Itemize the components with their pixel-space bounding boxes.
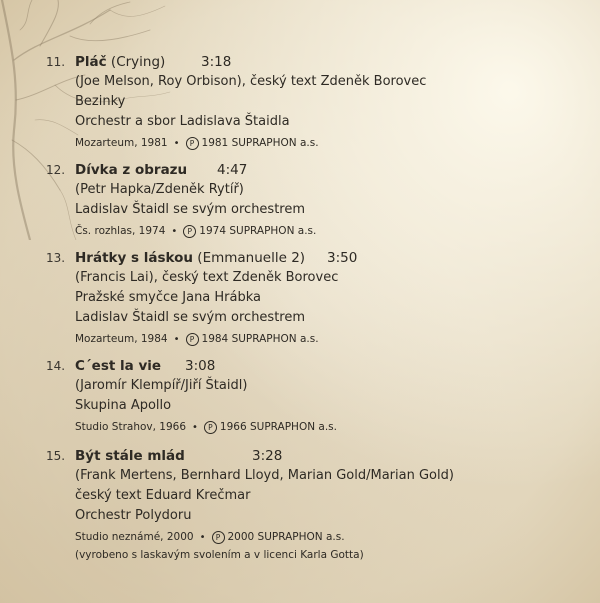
- track-recording-info: [75, 530, 345, 545]
- track-title-extra: (Crying): [106, 54, 166, 70]
- track-credit: Orchestr a sbor Ladislava Štaidla: [75, 114, 290, 129]
- track-recording-info: [75, 420, 337, 435]
- copyright-text: 1981 SUPRAPHON a.s.: [201, 137, 319, 149]
- track-duration: 3:08: [185, 358, 216, 374]
- track-duration: 3:50: [327, 250, 358, 266]
- track-recording-info: [75, 332, 319, 347]
- track-credit: (Jaromír Klempíř/Jiří Štaidl): [75, 378, 248, 393]
- track-number: 14.: [46, 359, 66, 373]
- track-recording-info: [75, 136, 319, 151]
- track-title: Pláč: [75, 54, 107, 70]
- track-title: C´est la vie: [75, 358, 162, 374]
- bullet-separator: •: [173, 334, 180, 345]
- track-title-extra: (Emmanuelle 2): [193, 250, 306, 266]
- copyright-text: 1984 SUPRAPHON a.s.: [201, 333, 319, 345]
- track-credit: Bezinky: [75, 94, 126, 109]
- track-number: 12.: [46, 163, 66, 177]
- recording-place: Mozarteum, 1984: [75, 333, 168, 345]
- phonogram-copyright-icon: P: [212, 531, 225, 544]
- copyright-text: 1974 SUPRAPHON a.s.: [199, 225, 317, 237]
- track-duration: 3:28: [252, 448, 283, 464]
- track-credit: (Joe Melson, Roy Orbison), český text Zdeněk Borovec: [75, 74, 427, 89]
- track-credit: Ladislav Štaidl se svým orchestrem: [75, 202, 306, 217]
- recording-place: Studio neznámé, 2000: [75, 531, 194, 543]
- track-title-row: [75, 162, 187, 178]
- bullet-separator: •: [173, 138, 180, 149]
- copyright-text: 1966 SUPRAPHON a.s.: [219, 421, 337, 433]
- track-number: 11.: [46, 55, 66, 69]
- track-title-row: [75, 54, 165, 70]
- track-credit: Pražské smyčce Jana Hrábka: [75, 290, 262, 305]
- track-title-row: [75, 448, 185, 464]
- track-number: 13.: [46, 251, 66, 265]
- phonogram-copyright-icon: P: [186, 333, 199, 346]
- track-recording-info: [75, 224, 316, 239]
- license-note: (vyrobeno s laskavým svolením a v licenci Karla Gotta): [75, 549, 364, 561]
- track-title: Hrátky s láskou: [75, 250, 194, 266]
- track-title-row: [75, 250, 305, 266]
- bullet-separator: •: [199, 532, 206, 543]
- track-credit: Orchestr Polydoru: [75, 508, 192, 523]
- phonogram-copyright-icon: P: [186, 137, 199, 150]
- track-duration: 4:47: [217, 162, 248, 178]
- recording-place: Mozarteum, 1981: [75, 137, 168, 149]
- track-title-row: [75, 358, 161, 374]
- track-number: 15.: [46, 449, 66, 463]
- track-credit: (Francis Lai), český text Zdeněk Borovec: [75, 270, 339, 285]
- recording-place: Studio Strahov, 1966: [75, 421, 187, 433]
- track-credit: (Frank Mertens, Bernhard Lloyd, Marian Gold/Marian Gold): [75, 468, 454, 483]
- track-credit: český text Eduard Krečmar: [75, 488, 251, 503]
- track-credit: Skupina Apollo: [75, 398, 172, 413]
- phonogram-copyright-icon: P: [183, 225, 196, 238]
- track-title: Dívka z obrazu: [75, 162, 188, 178]
- recording-place: Čs. rozhlas, 1974: [75, 225, 166, 237]
- phonogram-copyright-icon: P: [204, 421, 217, 434]
- copyright-text: 2000 SUPRAPHON a.s.: [227, 531, 345, 543]
- bullet-separator: •: [171, 226, 178, 237]
- track-credit: (Petr Hapka/Zdeněk Rytíř): [75, 182, 244, 197]
- track-title: Být stále mlád: [75, 448, 185, 464]
- track-duration: 3:18: [201, 54, 232, 70]
- track-credit: Ladislav Štaidl se svým orchestrem: [75, 310, 306, 325]
- bullet-separator: •: [192, 422, 198, 433]
